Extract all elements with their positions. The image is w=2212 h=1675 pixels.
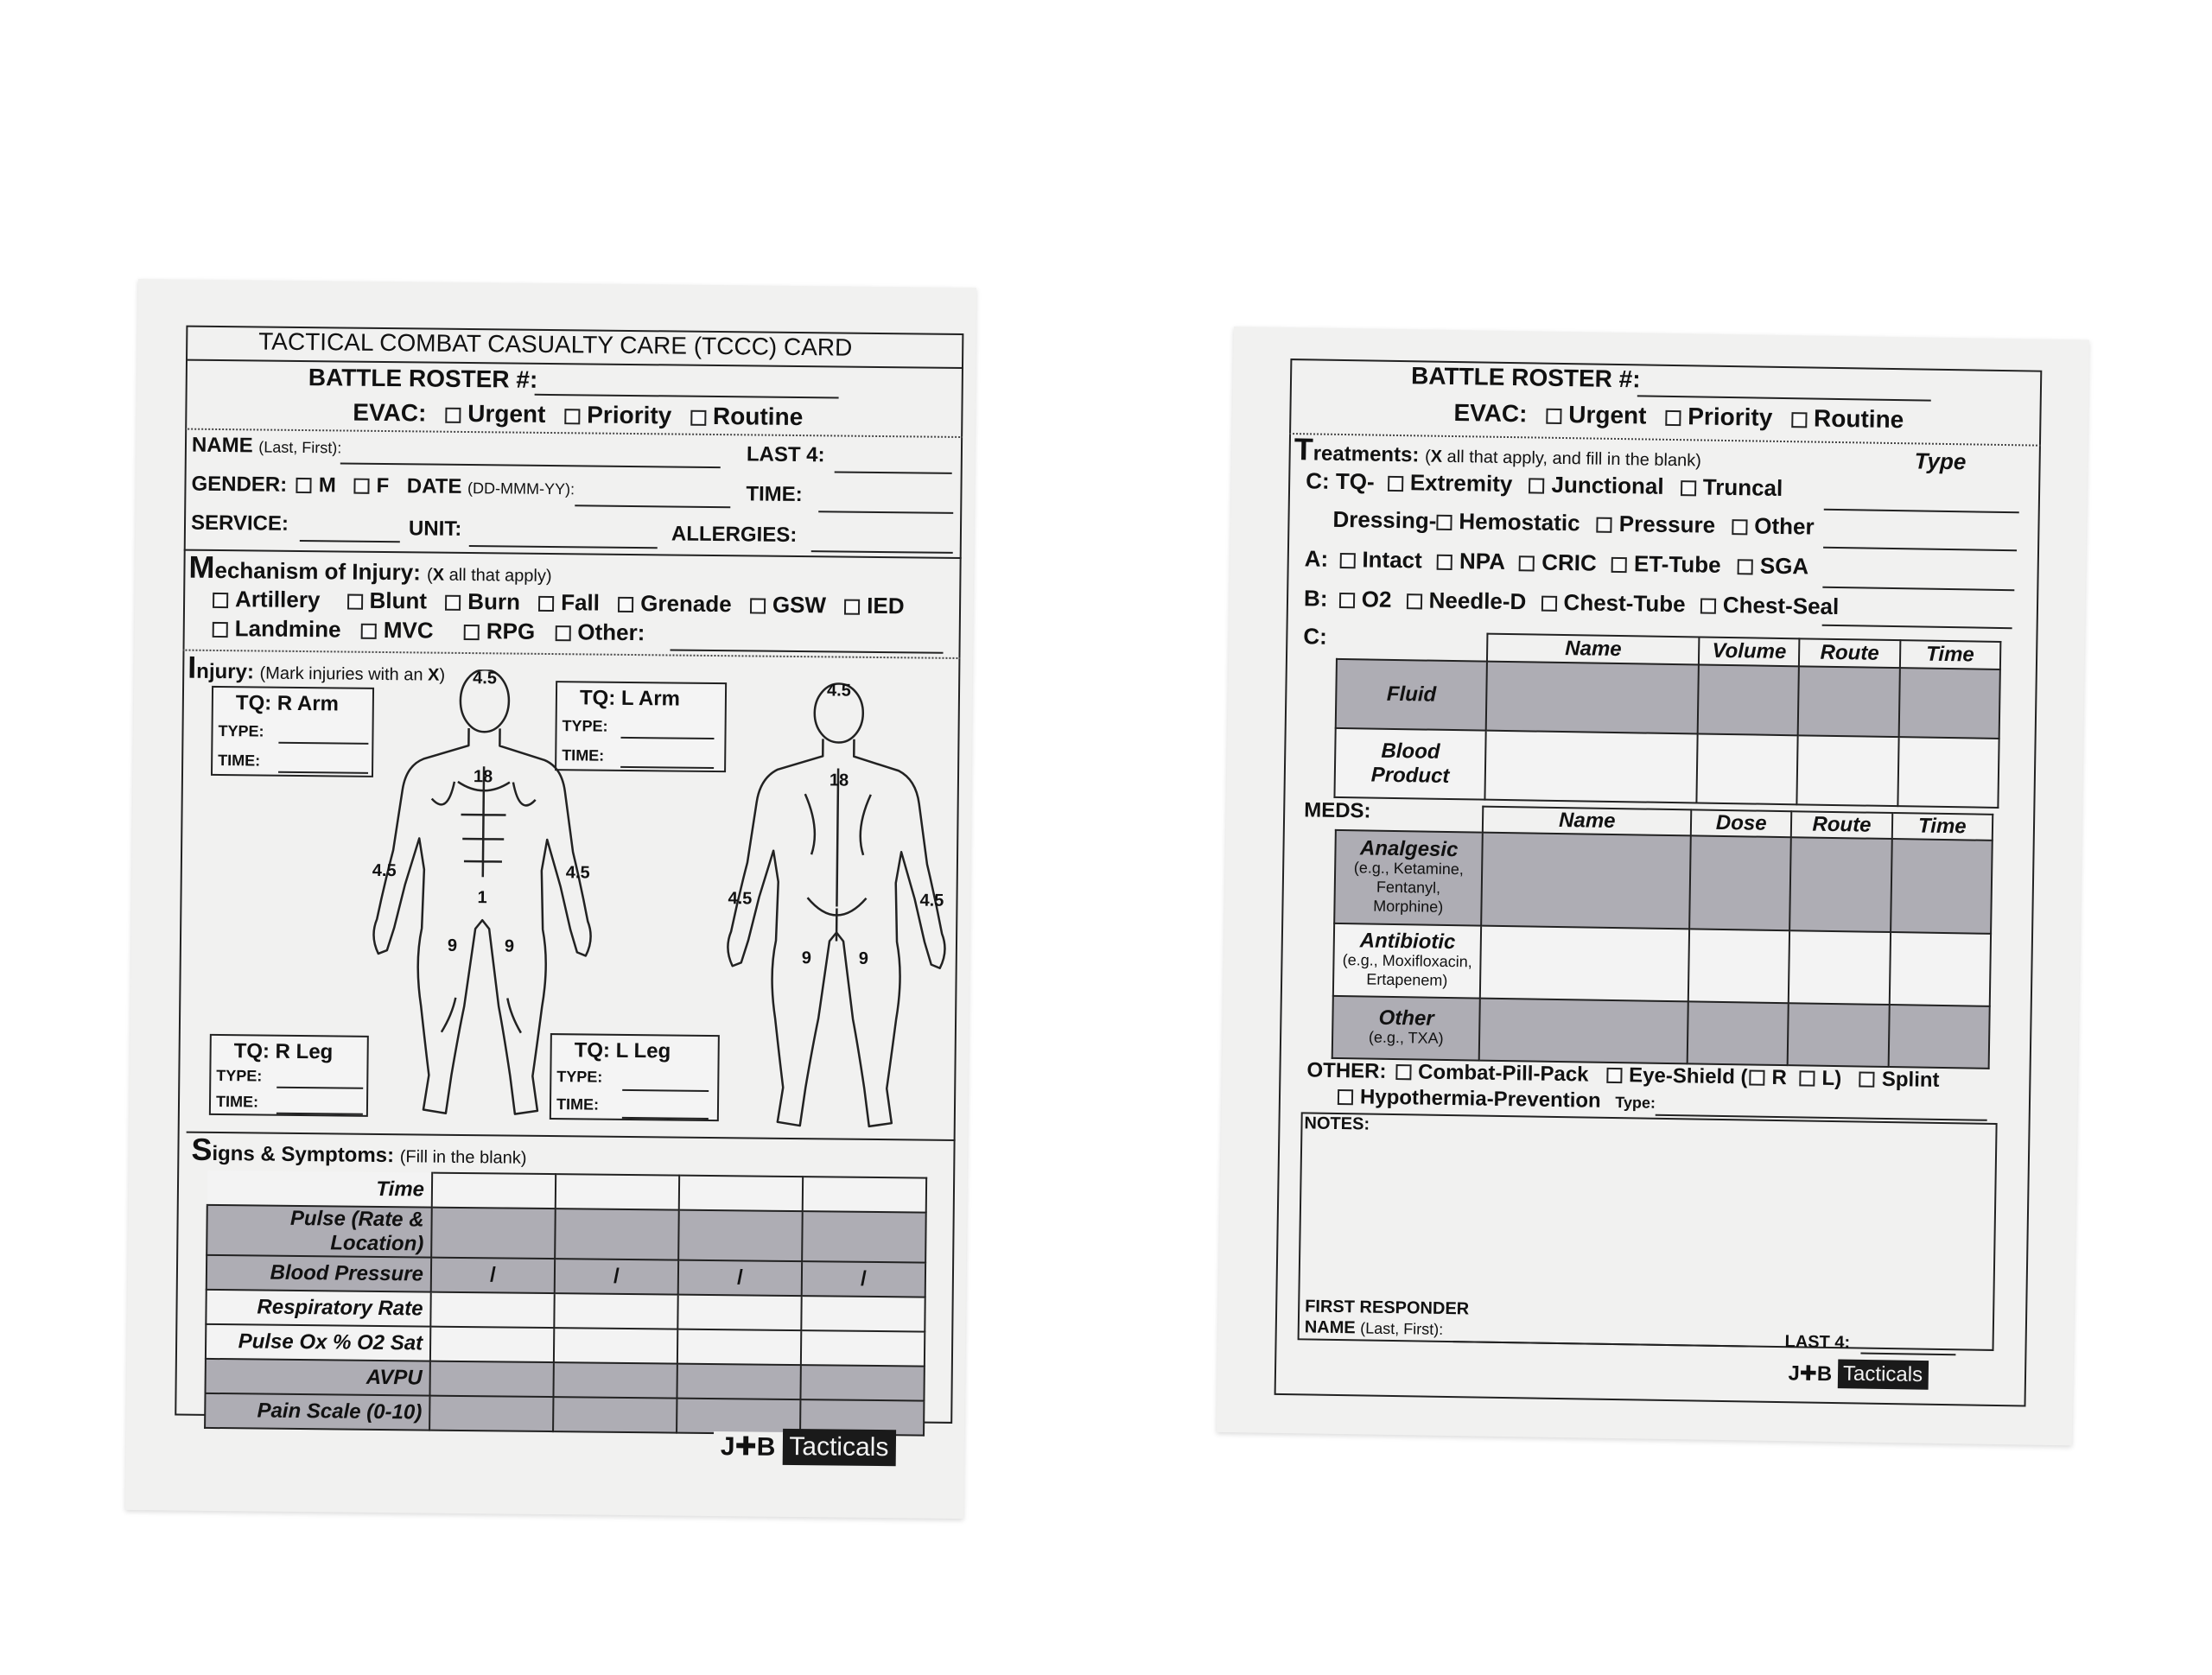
combat-pill-pack-checkbox[interactable] (1395, 1064, 1411, 1080)
tq-extremity-checkbox[interactable] (1388, 476, 1403, 492)
meds-cell[interactable] (1888, 1005, 1989, 1069)
time-label: TIME: (746, 482, 803, 507)
moi-artillery-checkbox[interactable] (213, 593, 228, 608)
dressing-other-checkbox[interactable] (1732, 519, 1747, 535)
moi-fall-checkbox[interactable] (538, 596, 554, 612)
fluid-cell[interactable] (1486, 662, 1699, 734)
breathing-o2-checkbox[interactable] (1339, 593, 1355, 608)
row-label-pulse-ox: Pulse Ox % O2 Sat (206, 1324, 430, 1361)
tq-l-arm-type-field[interactable] (620, 737, 714, 739)
back-jb-tacticals-logo: J✚B Tacticals (1783, 1356, 1929, 1392)
signs-cell[interactable] (431, 1208, 556, 1259)
fluid-cell[interactable] (1485, 731, 1698, 803)
meds-cell[interactable] (1789, 837, 1891, 932)
back-evac-row: EVAC: Urgent Priority Routine (1453, 399, 1904, 434)
meds-cell[interactable] (1688, 929, 1790, 1003)
moi-mvc-checkbox[interactable] (361, 624, 377, 639)
front-groin-label: 1 (477, 888, 487, 908)
tq-r-leg-type-field[interactable] (276, 1087, 363, 1089)
front-left-arm-label: 4.5 (565, 863, 590, 883)
fluid-cell[interactable] (1698, 664, 1800, 735)
breathing-chest-tube-checkbox[interactable] (1541, 596, 1556, 612)
evac-label: EVAC: (353, 398, 427, 427)
meds-cell[interactable] (1479, 999, 1688, 1064)
tccc-card-front (125, 279, 976, 1519)
tq-l-leg-time-field[interactable] (622, 1117, 709, 1120)
dressing-hemostatic-checkbox[interactable] (1436, 515, 1452, 530)
evac-routine-checkbox[interactable] (690, 410, 706, 426)
signs-cell[interactable] (800, 1365, 924, 1400)
tq-truncal-checkbox[interactable] (1681, 480, 1696, 496)
meds-cell[interactable] (1891, 839, 1993, 934)
moi-other-checkbox[interactable] (555, 625, 570, 641)
circulation-label: C: (1303, 623, 1328, 650)
front-chest-label: 18 (473, 767, 493, 787)
signs-cell[interactable] (429, 1396, 553, 1431)
other-row-2: Hypothermia-Prevention Type: (1338, 1085, 1656, 1114)
fluid-cell[interactable] (1797, 735, 1899, 806)
breathing-chest-seal-checkbox[interactable] (1700, 599, 1716, 614)
breathing-row: B: O2 Needle-D Chest-Tube Chest-Seal (1303, 585, 1840, 620)
dressing-pressure-checkbox[interactable] (1597, 517, 1612, 533)
front-right-leg-label: 9 (447, 936, 458, 955)
eye-shield-checkbox[interactable] (1606, 1068, 1622, 1083)
last4-label: LAST 4: (746, 442, 825, 467)
signs-cell[interactable] (553, 1362, 677, 1398)
tq-r-leg-box: TQ: R Leg TYPE: TIME: (209, 1034, 369, 1117)
body-back-diagram[interactable] (722, 681, 952, 1141)
analgesic-label: Analgesic (e.g., Ketamine, Fentanyl, Morphine) (1334, 830, 1483, 926)
meds-header-route: Route (1791, 811, 1892, 839)
meds-header-dose: Dose (1691, 809, 1792, 837)
moi-ied-checkbox[interactable] (844, 600, 860, 615)
back-right-leg-label: 9 (858, 949, 869, 968)
row-label-avpu: AVPU (205, 1359, 429, 1396)
fluid-header-name: Name (1487, 634, 1699, 665)
moi-rpg-checkbox[interactable] (464, 625, 480, 640)
gender-row: GENDER: M F DATE (DD-MMM-YY): (191, 472, 575, 498)
tq-l-leg-type-field[interactable] (622, 1089, 709, 1092)
airway-intact-checkbox[interactable] (1339, 553, 1355, 568)
back-label: 18 (829, 771, 849, 790)
airway-row: A: Intact NPA CRIC ET-Tube SGA (1304, 545, 1809, 580)
tq-row: C: TQ- Extremity Junctional Truncal (1305, 467, 1783, 501)
service-label: SERVICE: (190, 511, 289, 536)
signs-cell[interactable] (430, 1292, 554, 1328)
hypothermia-prevention-checkbox[interactable] (1338, 1089, 1353, 1105)
signs-cell[interactable] (802, 1211, 926, 1262)
back-head-label: 4.5 (826, 681, 851, 701)
bp-cell[interactable]: / (555, 1259, 678, 1294)
bp-cell[interactable]: / (802, 1261, 925, 1297)
fluid-header-volume: Volume (1699, 638, 1800, 667)
signs-cell[interactable] (430, 1327, 554, 1362)
signs-cell[interactable] (554, 1293, 677, 1329)
injury-heading: Injury: (Mark injuries with an X) (188, 649, 446, 685)
tq-l-leg-box: TQ: L Leg TYPE: TIME: (550, 1033, 720, 1121)
tq-r-arm-type-field[interactable] (278, 742, 368, 745)
back-evac-urgent-checkbox[interactable] (1546, 409, 1561, 424)
moi-landmine-checkbox[interactable] (213, 622, 228, 638)
evac-row: EVAC: Urgent Priority Routine (353, 398, 804, 431)
moi-heading: Mechanism of Injury: (X all that apply) (188, 549, 552, 587)
signs-cell[interactable] (429, 1361, 553, 1397)
signs-heading: Signs & Symptoms: (Fill in the blank) (191, 1131, 527, 1168)
back-left-leg-label: 9 (801, 949, 812, 968)
other-med-label: Other (e.g., TXA) (1332, 996, 1481, 1061)
meds-cell[interactable] (1889, 932, 1991, 1006)
jb-tacticals-logo: J✚B Tacticals (714, 1425, 896, 1469)
signs-cell[interactable] (801, 1330, 925, 1366)
bp-cell[interactable]: / (431, 1258, 555, 1293)
moi-burn-checkbox[interactable] (445, 595, 461, 611)
notes-label: NOTES: (1304, 1113, 1370, 1134)
signs-cell[interactable] (555, 1209, 679, 1259)
name-label: NAME (Last, First): (191, 433, 342, 458)
back-battle-roster-label: BATTLE ROSTER #: (1410, 362, 1641, 393)
fluid-table (1333, 631, 2001, 809)
eye-shield-r-checkbox[interactable] (1749, 1069, 1764, 1085)
tq-r-leg-time-field[interactable] (276, 1113, 363, 1115)
signs-cell[interactable] (553, 1397, 677, 1432)
signs-cell[interactable] (556, 1174, 679, 1209)
fluid-cell[interactable] (1897, 737, 1999, 808)
signs-cell[interactable] (554, 1328, 677, 1363)
meds-cell[interactable] (1689, 835, 1791, 930)
treatments-type-label: Type (1914, 447, 1967, 475)
tq-r-arm-box: TQ: R Arm TYPE: TIME: (211, 686, 374, 777)
meds-cell[interactable] (1789, 930, 1891, 1005)
battle-roster-label: BATTLE ROSTER #: (308, 364, 538, 393)
fr-last4-label: LAST 4: (1784, 1332, 1851, 1353)
moi-gsw-checkbox[interactable] (750, 598, 766, 613)
allergies-label: ALLERGIES: (671, 522, 798, 547)
meds-cell[interactable] (1482, 833, 1691, 929)
antibiotic-label: Antibiotic (e.g., Moxifloxacin, Ertapenem) (1333, 923, 1482, 999)
airway-sga-checkbox[interactable] (1738, 559, 1753, 574)
airway-npa-checkbox[interactable] (1437, 555, 1452, 570)
back-evac-priority-checkbox[interactable] (1665, 410, 1681, 426)
fluid-cell[interactable] (1696, 733, 1798, 804)
fluid-header-time: Time (1900, 640, 2001, 669)
first-responder-label: FIRST RESPONDER (1305, 1297, 1470, 1319)
fluid-cell[interactable] (1798, 666, 1900, 737)
tccc-card-back (1217, 327, 2089, 1445)
moi-row-1: Artillery Blunt Burn Fall Grenade GSW IED (213, 586, 905, 619)
splint-checkbox[interactable] (1859, 1071, 1875, 1087)
moi-blunt-checkbox[interactable] (347, 594, 363, 610)
fr-name-label: NAME (Last, First): (1304, 1317, 1444, 1338)
row-label-respiratory: Respiratory Rate (206, 1290, 430, 1327)
signs-cell[interactable] (432, 1173, 556, 1209)
meds-cell[interactable] (1788, 1003, 1889, 1067)
breathing-needle-d-checkbox[interactable] (1406, 593, 1421, 609)
tq-l-arm-time-field[interactable] (620, 766, 714, 769)
fluid-header-route: Route (1799, 638, 1900, 668)
row-label-pulse: Pulse (Rate & Location) (207, 1205, 432, 1258)
gender-f-checkbox[interactable] (353, 479, 369, 494)
back-left-arm-label: 4.5 (728, 889, 753, 909)
other-row-1: OTHER: Combat-Pill-Pack Eye-Shield ( R L) Splint (1306, 1058, 1940, 1092)
fluid-cell[interactable] (1898, 668, 2000, 739)
evac-priority-checkbox[interactable] (564, 409, 580, 424)
front-left-leg-label: 9 (504, 936, 515, 956)
signs-cell[interactable] (678, 1210, 803, 1261)
signs-cell[interactable] (677, 1295, 801, 1330)
tq-l-arm-box: TQ: L Arm TYPE: TIME: (555, 681, 727, 772)
moi-grenade-checkbox[interactable] (618, 597, 633, 612)
tq-junctional-checkbox[interactable] (1529, 478, 1544, 493)
meds-header-name: Name (1483, 807, 1691, 836)
row-label-time: Time (207, 1171, 432, 1208)
signs-cell[interactable] (677, 1364, 800, 1399)
tq-r-arm-time-field[interactable] (278, 771, 368, 774)
row-label-blood-pressure: Blood Pressure (207, 1255, 431, 1292)
card-title: TACTICAL COMBAT CASUALTY CARE (TCCC) CARD (258, 327, 853, 361)
signs-cell[interactable] (679, 1176, 803, 1211)
eye-shield-l-checkbox[interactable] (1799, 1070, 1815, 1086)
blood-product-row-label: Blood Product (1334, 728, 1486, 800)
body-front-diagram[interactable] (368, 669, 598, 1138)
unit-label: UNIT: (408, 517, 462, 541)
front-right-arm-label: 4.5 (372, 860, 397, 881)
meds-header-time: Time (1891, 813, 1993, 841)
moi-row-2: Landmine MVC RPG Other: (213, 615, 645, 646)
meds-label: MEDS: (1304, 798, 1371, 823)
meds-cell[interactable] (1480, 926, 1689, 1002)
row-label-pain-scale: Pain Scale (0-10) (205, 1393, 429, 1431)
airway-cric-checkbox[interactable] (1519, 555, 1535, 571)
meds-table (1332, 803, 1994, 1069)
signs-cell[interactable] (677, 1329, 801, 1365)
evac-urgent-checkbox[interactable] (445, 408, 461, 423)
dressing-row: Dressing- Hemostatic Pressure Other (1332, 505, 1815, 540)
fluid-row-label: Fluid (1336, 659, 1488, 731)
front-head-label: 4.5 (473, 669, 498, 688)
back-right-arm-label: 4.5 (919, 891, 944, 910)
back-evac-routine-checkbox[interactable] (1791, 412, 1807, 428)
treatments-heading: Treatments: (X all that apply, and fill in the blank) (1294, 431, 1702, 471)
signs-cell[interactable] (801, 1296, 925, 1331)
gender-m-checkbox[interactable] (296, 478, 312, 493)
bp-cell[interactable]: / (678, 1260, 802, 1296)
signs-cell[interactable] (803, 1177, 926, 1212)
airway-et-tube-checkbox[interactable] (1611, 557, 1627, 573)
meds-cell[interactable] (1688, 1001, 1789, 1065)
signs-table (204, 1170, 927, 1437)
